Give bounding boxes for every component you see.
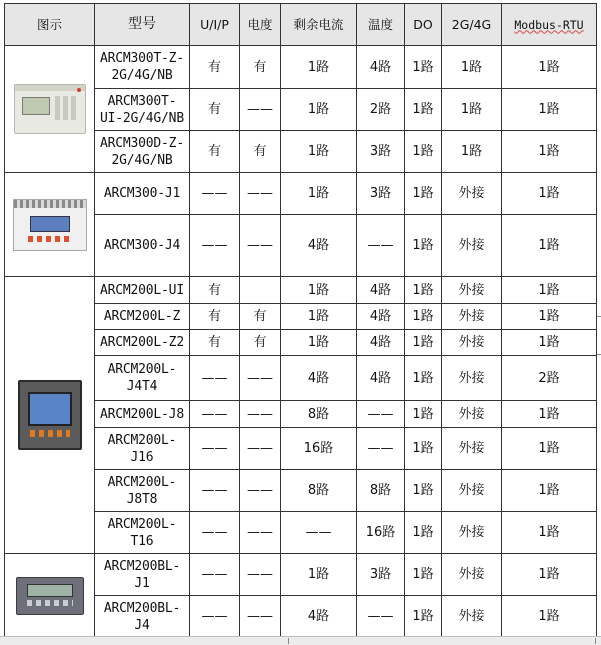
cell-energy: 有 bbox=[240, 330, 281, 356]
header-uip: U/I/P bbox=[190, 4, 240, 46]
cell-do: 1路 bbox=[405, 89, 442, 131]
arcm200l-panel-meter-icon bbox=[18, 380, 82, 450]
table-row bbox=[5, 46, 597, 89]
table-row bbox=[5, 554, 597, 596]
cell-residual-current: 4路 bbox=[281, 356, 357, 401]
cell-uip: —— bbox=[190, 215, 240, 277]
cell-network: 外接 bbox=[442, 401, 502, 428]
device-btns bbox=[28, 236, 72, 242]
cell-modbus: 1路 bbox=[502, 46, 597, 89]
cell-temperature: 4路 bbox=[357, 46, 405, 89]
cell-network: 外接 bbox=[442, 304, 502, 330]
header-temperature: 温度 bbox=[357, 4, 405, 46]
device-image-cell bbox=[5, 554, 95, 638]
cell-uip: 有 bbox=[190, 304, 240, 330]
table-row bbox=[5, 173, 597, 215]
cell-uip: —— bbox=[190, 512, 240, 554]
cell-do: 1路 bbox=[405, 428, 442, 470]
cell-residual-current: 16路 bbox=[281, 428, 357, 470]
cell-residual-current: —— bbox=[281, 512, 357, 554]
device-screen bbox=[22, 97, 50, 115]
header-model: 型号 bbox=[95, 4, 190, 46]
cell-model: ARCM200L-J4T4 bbox=[95, 356, 190, 401]
cell-energy: —— bbox=[240, 470, 281, 512]
cell-do: 1路 bbox=[405, 304, 442, 330]
cell-network: 外接 bbox=[442, 277, 502, 304]
cell-energy: 有 bbox=[240, 304, 281, 330]
cell-model: ARCM300T-Z-2G/4G/NB bbox=[95, 46, 190, 89]
cell-modbus: 1路 bbox=[502, 470, 597, 512]
cell-do: 1路 bbox=[405, 215, 442, 277]
cell-residual-current: 1路 bbox=[281, 554, 357, 596]
header-energy: 电度 bbox=[240, 4, 281, 46]
cell-temperature: 4路 bbox=[357, 277, 405, 304]
cell-residual-current: 1路 bbox=[281, 277, 357, 304]
device-screen bbox=[30, 216, 70, 232]
margin-mark bbox=[597, 354, 601, 355]
device-keys bbox=[55, 96, 79, 120]
device-screen bbox=[27, 584, 73, 597]
cell-modbus: 2路 bbox=[502, 356, 597, 401]
cell-residual-current: 1路 bbox=[281, 330, 357, 356]
cell-model: ARCM300-J1 bbox=[95, 173, 190, 215]
cell-do: 1路 bbox=[405, 470, 442, 512]
cell-uip: —— bbox=[190, 470, 240, 512]
cell-do: 1路 bbox=[405, 401, 442, 428]
cell-energy: —— bbox=[240, 554, 281, 596]
device-image-cell bbox=[5, 46, 95, 173]
cell-uip: 有 bbox=[190, 89, 240, 131]
cell-model: ARCM200BL-J1 bbox=[95, 554, 190, 596]
table-row bbox=[5, 277, 597, 304]
cell-modbus: 1路 bbox=[502, 89, 597, 131]
cell-residual-current: 1路 bbox=[281, 131, 357, 173]
cell-temperature: 4路 bbox=[357, 356, 405, 401]
cell-do: 1路 bbox=[405, 173, 442, 215]
cell-uip: —— bbox=[190, 401, 240, 428]
cell-uip: —— bbox=[190, 554, 240, 596]
device-btns bbox=[30, 430, 70, 437]
cell-network: 外接 bbox=[442, 330, 502, 356]
device-strip bbox=[14, 200, 86, 208]
cell-energy: —— bbox=[240, 89, 281, 131]
cell-do: 1路 bbox=[405, 277, 442, 304]
cell-temperature: 3路 bbox=[357, 554, 405, 596]
cell-energy: —— bbox=[240, 512, 281, 554]
margin-mark bbox=[597, 316, 601, 317]
cell-temperature: —— bbox=[357, 401, 405, 428]
cell-modbus: 1路 bbox=[502, 304, 597, 330]
cell-do: 1路 bbox=[405, 356, 442, 401]
cell-model: ARCM300D-Z-2G/4G/NB bbox=[95, 131, 190, 173]
cell-residual-current: 1路 bbox=[281, 89, 357, 131]
cell-model: ARCM300-J4 bbox=[95, 215, 190, 277]
cell-model: ARCM200L-Z bbox=[95, 304, 190, 330]
header-row bbox=[5, 4, 597, 46]
device-strip bbox=[15, 85, 85, 91]
cell-uip: —— bbox=[190, 428, 240, 470]
cell-temperature: 8路 bbox=[357, 470, 405, 512]
cell-residual-current: 1路 bbox=[281, 46, 357, 89]
cell-residual-current: 4路 bbox=[281, 596, 357, 638]
cell-uip: 有 bbox=[190, 46, 240, 89]
device-image-cell bbox=[5, 277, 95, 554]
cell-energy: —— bbox=[240, 596, 281, 638]
cell-network: 外接 bbox=[442, 215, 502, 277]
cell-model: ARCM200L-T16 bbox=[95, 512, 190, 554]
cell-model: ARCM200BL-J4 bbox=[95, 596, 190, 638]
cell-do: 1路 bbox=[405, 46, 442, 89]
cell-temperature: 4路 bbox=[357, 304, 405, 330]
cell-model: ARCM200L-J8 bbox=[95, 401, 190, 428]
device-screen bbox=[28, 392, 72, 426]
device-led bbox=[77, 88, 81, 92]
cell-modbus: 1路 bbox=[502, 277, 597, 304]
cell-modbus: 1路 bbox=[502, 401, 597, 428]
cell-network: 1路 bbox=[442, 46, 502, 89]
cell-network: 外接 bbox=[442, 596, 502, 638]
arcm200bl-meter-icon bbox=[16, 577, 84, 615]
cell-network: 外接 bbox=[442, 428, 502, 470]
cell-do: 1路 bbox=[405, 131, 442, 173]
cell-temperature: 3路 bbox=[357, 131, 405, 173]
cell-energy: —— bbox=[240, 173, 281, 215]
cell-network: 外接 bbox=[442, 512, 502, 554]
cell-temperature: 3路 bbox=[357, 173, 405, 215]
cell-energy: —— bbox=[240, 428, 281, 470]
header-do: DO bbox=[405, 4, 442, 46]
cell-uip: —— bbox=[190, 356, 240, 401]
cell-do: 1路 bbox=[405, 330, 442, 356]
cell-modbus: 1路 bbox=[502, 512, 597, 554]
header-residual-current: 剩余电流 bbox=[281, 4, 357, 46]
cell-modbus: 1路 bbox=[502, 131, 597, 173]
cell-energy: —— bbox=[240, 215, 281, 277]
cell-residual-current: 4路 bbox=[281, 215, 357, 277]
cell-temperature: —— bbox=[357, 428, 405, 470]
cell-uip: 有 bbox=[190, 131, 240, 173]
cell-model: ARCM200L-Z2 bbox=[95, 330, 190, 356]
cell-modbus: 1路 bbox=[502, 596, 597, 638]
header-modbus bbox=[502, 4, 597, 46]
cell-modbus: 1路 bbox=[502, 330, 597, 356]
cell-energy: —— bbox=[240, 356, 281, 401]
cell-temperature: —— bbox=[357, 215, 405, 277]
device-btns bbox=[27, 600, 73, 606]
spec-table bbox=[4, 3, 597, 638]
cell-model: ARCM200L-UI bbox=[95, 277, 190, 304]
cell-network: 1路 bbox=[442, 89, 502, 131]
cell-do: 1路 bbox=[405, 596, 442, 638]
cell-uip: —— bbox=[190, 173, 240, 215]
cell-energy: —— bbox=[240, 401, 281, 428]
cell-temperature: —— bbox=[357, 596, 405, 638]
cell-uip: —— bbox=[190, 596, 240, 638]
cell-uip: 有 bbox=[190, 330, 240, 356]
cell-modbus: 1路 bbox=[502, 428, 597, 470]
ruler-tick bbox=[595, 638, 596, 644]
cell-network: 外接 bbox=[442, 470, 502, 512]
cell-network: 外接 bbox=[442, 356, 502, 401]
cell-network: 外接 bbox=[442, 173, 502, 215]
cell-residual-current: 1路 bbox=[281, 304, 357, 330]
cell-model: ARCM300T-UI-2G/4G/NB bbox=[95, 89, 190, 131]
cell-temperature: 2路 bbox=[357, 89, 405, 131]
cell-modbus: 1路 bbox=[502, 173, 597, 215]
cell-residual-current: 8路 bbox=[281, 401, 357, 428]
cell-modbus: 1路 bbox=[502, 215, 597, 277]
header-network: 2G/4G bbox=[442, 4, 502, 46]
cell-energy: 有 bbox=[240, 46, 281, 89]
arcm300-j-meter-icon bbox=[13, 199, 87, 251]
cell-model: ARCM200L-J16 bbox=[95, 428, 190, 470]
device-image-cell bbox=[5, 173, 95, 277]
cell-network: 外接 bbox=[442, 554, 502, 596]
arcm300-meter-icon bbox=[14, 84, 86, 134]
cell-modbus: 1路 bbox=[502, 554, 597, 596]
cell-model: ARCM200L-J8T8 bbox=[95, 470, 190, 512]
cell-do: 1路 bbox=[405, 512, 442, 554]
cell-temperature: 4路 bbox=[357, 330, 405, 356]
cell-energy bbox=[240, 277, 281, 304]
cell-energy: 有 bbox=[240, 131, 281, 173]
cell-residual-current: 1路 bbox=[281, 173, 357, 215]
cell-residual-current: 8路 bbox=[281, 470, 357, 512]
cell-do: 1路 bbox=[405, 554, 442, 596]
header-modbus-label: Modbus-RTU bbox=[514, 17, 584, 32]
header-image: 图示 bbox=[5, 4, 95, 46]
cell-temperature: 16路 bbox=[357, 512, 405, 554]
cell-uip: 有 bbox=[190, 277, 240, 304]
cell-network: 1路 bbox=[442, 131, 502, 173]
ruler-tick bbox=[288, 638, 289, 644]
